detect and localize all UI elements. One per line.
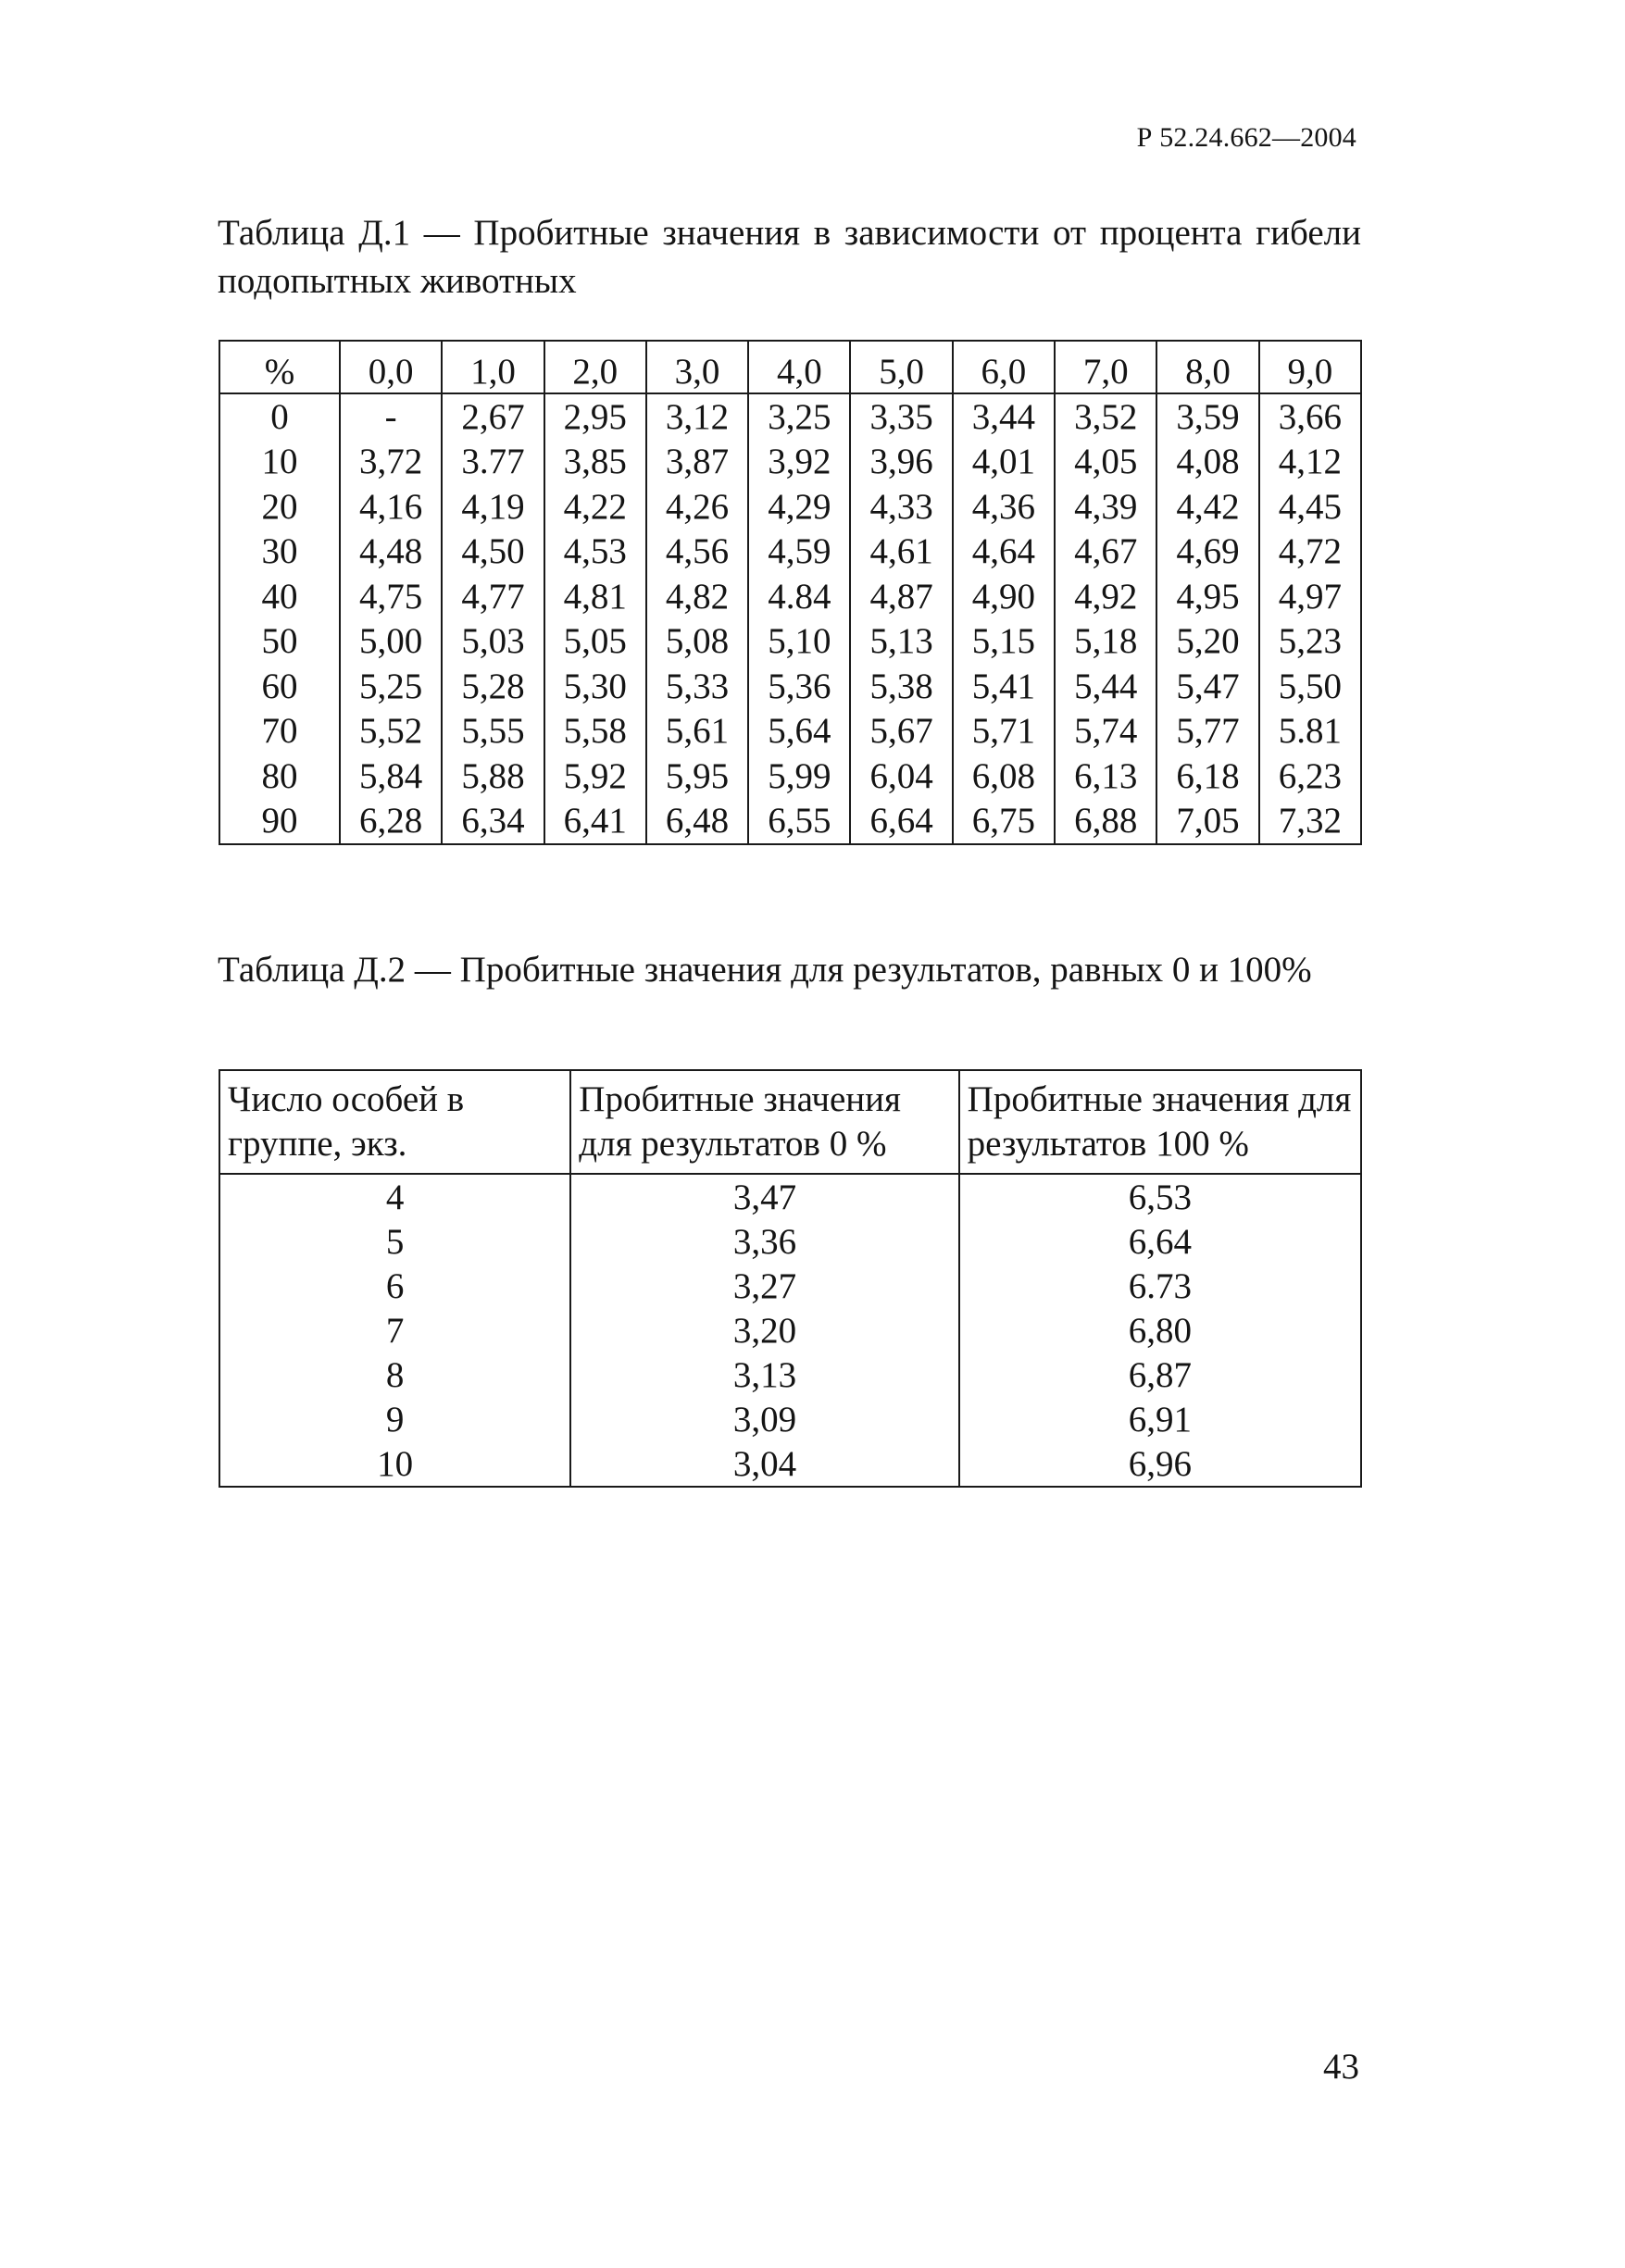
probit-value: 5,08 [646,619,748,665]
probit-value: 4,53 [544,530,646,575]
table-row [219,709,1361,754]
probit-value: 3,87 [646,440,748,485]
probit-value: 4,42 [1156,484,1258,530]
probit-value: 4,64 [953,530,1055,575]
header-decimal: 7,0 [1055,341,1156,393]
probit-value: 3,96 [850,440,952,485]
probit-value: 5,30 [544,664,646,709]
probit-value: 3,72 [340,440,442,485]
probit-value: 3,35 [850,393,952,440]
probit-value: 4,16 [340,484,442,530]
table-row [219,530,1361,575]
probit-value: 5,71 [953,709,1055,754]
probit-value: 5,74 [1055,709,1156,754]
table1-caption: Таблица Д.1 — Пробитные значения в зависимости от процента гибели подопытных животных [218,213,1361,301]
row-percent: 10 [219,440,340,485]
probit-value: 4,56 [646,530,748,575]
probit-value: 5,20 [1156,619,1258,665]
probit-table [219,340,1362,845]
probit-table-header-row [219,341,1361,393]
table-row [219,1352,1361,1397]
header-decimal: 2,0 [544,341,646,393]
probit-value: 5,55 [442,709,544,754]
probit-value: 5,28 [442,664,544,709]
header-decimal: 4,0 [748,341,850,393]
probit-value: 3.77 [442,440,544,485]
probit-value: 5,44 [1055,664,1156,709]
row-percent: 50 [219,619,340,665]
probit-value: 5,64 [748,709,850,754]
table-row [219,1441,1361,1487]
header-probit-zero: Пробитные значения для результатов 0 % [570,1070,958,1174]
probit-value: 5,03 [442,619,544,665]
row-percent: 80 [219,754,340,799]
probit-value: 4,61 [850,530,952,575]
probit-value: 6,28 [340,799,442,845]
row-percent: 90 [219,799,340,845]
table-row [219,664,1361,709]
probit-value: 5,36 [748,664,850,709]
probit-value: 5,84 [340,754,442,799]
probit-zero-value: 3,13 [570,1352,958,1397]
probit-value: 5,58 [544,709,646,754]
table-row [219,1174,1361,1219]
probit-value: 4,90 [953,574,1055,619]
probit-value: 2,95 [544,393,646,440]
probit-value: 5,18 [1055,619,1156,665]
probit-value: 4,39 [1055,484,1156,530]
probit-hundred-value: 6,91 [959,1397,1361,1441]
probit-value: 3,66 [1259,393,1361,440]
probit-value: 5,50 [1259,664,1361,709]
group-size-value: 9 [219,1397,570,1441]
probit-value: 4,22 [544,484,646,530]
probit-value: 6,08 [953,754,1055,799]
probit-value: 5.81 [1259,709,1361,754]
probit-value: 4,92 [1055,574,1156,619]
probit-value: 6,75 [953,799,1055,845]
group-size-value: 8 [219,1352,570,1397]
probit-hundred-value: 6,96 [959,1441,1361,1487]
probit-value: 3,25 [748,393,850,440]
probit-value: 4,59 [748,530,850,575]
probit-value: 6,18 [1156,754,1258,799]
table-row [219,440,1361,485]
probit-hundred-value: 6,64 [959,1219,1361,1264]
header-decimal: 8,0 [1156,341,1258,393]
probit-value: 5,67 [850,709,952,754]
probit-table-body [219,393,1361,844]
probit-zero-value: 3,27 [570,1264,958,1308]
probit-hundred-value: 6,53 [959,1174,1361,1219]
probit-value: 4,08 [1156,440,1258,485]
header-decimal: 1,0 [442,341,544,393]
probit-zero-value: 3,47 [570,1174,958,1219]
probit-value: 5,99 [748,754,850,799]
probit-value: 5,95 [646,754,748,799]
probit-value: 5,00 [340,619,442,665]
table-row [219,1308,1361,1352]
probit-value: 3,52 [1055,393,1156,440]
probit-value: 4,87 [850,574,952,619]
probit-value: 5,23 [1259,619,1361,665]
probit-value: 4,82 [646,574,748,619]
probit-value: 5,52 [340,709,442,754]
table2-caption: Таблица Д.2 — Пробитные значения для результатов, равных 0 и 100% [218,950,1312,990]
probit-value: 6,55 [748,799,850,845]
header-decimal: 6,0 [953,341,1055,393]
header-group-size: Число особей в группе, экз. [219,1070,570,1174]
probit-value: 4,01 [953,440,1055,485]
table-row [219,619,1361,665]
probit-value: 5,88 [442,754,544,799]
extremes-table-header-row [219,1070,1361,1174]
probit-hundred-value: 6,87 [959,1352,1361,1397]
probit-value: 5,41 [953,664,1055,709]
header-decimal: 5,0 [850,341,952,393]
table-row [219,1264,1361,1308]
probit-value: 4,05 [1055,440,1156,485]
extremes-table [219,1069,1362,1488]
row-percent: 20 [219,484,340,530]
table-row [219,1397,1361,1441]
table-row [219,754,1361,799]
probit-value: 4,19 [442,484,544,530]
probit-value: 4,33 [850,484,952,530]
probit-hundred-value: 6,80 [959,1308,1361,1352]
header-probit-hundred: Пробитные значения для результатов 100 % [959,1070,1361,1174]
header-percent: % [219,341,340,393]
table-row [219,1219,1361,1264]
probit-value: 5,47 [1156,664,1258,709]
probit-hundred-value: 6.73 [959,1264,1361,1308]
table-row [219,799,1361,845]
group-size-value: 5 [219,1219,570,1264]
probit-value: 3,59 [1156,393,1258,440]
probit-value: 6,64 [850,799,952,845]
group-size-value: 6 [219,1264,570,1308]
probit-value: 6,34 [442,799,544,845]
page-number: 43 [1323,2047,1359,2087]
probit-value: 4,45 [1259,484,1361,530]
probit-value: 4,81 [544,574,646,619]
probit-value: 4,50 [442,530,544,575]
probit-value: 5,10 [748,619,850,665]
probit-value: 7,32 [1259,799,1361,845]
probit-value: 6,23 [1259,754,1361,799]
probit-value: 3,44 [953,393,1055,440]
header-decimal: 3,0 [646,341,748,393]
probit-value: 4,67 [1055,530,1156,575]
probit-zero-value: 3,04 [570,1441,958,1487]
probit-value: 5,15 [953,619,1055,665]
probit-value: 4,97 [1259,574,1361,619]
probit-value: 5,92 [544,754,646,799]
probit-value: 5,25 [340,664,442,709]
probit-value: - [340,393,442,440]
table-row [219,393,1361,440]
probit-value: 6,48 [646,799,748,845]
probit-value: 4,95 [1156,574,1258,619]
document-number: Р 52.24.662—2004 [1136,122,1356,153]
probit-value: 5,61 [646,709,748,754]
group-size-value: 4 [219,1174,570,1219]
probit-value: 5,13 [850,619,952,665]
probit-zero-value: 3,20 [570,1308,958,1352]
row-percent: 60 [219,664,340,709]
probit-value: 3,85 [544,440,646,485]
probit-value: 4,75 [340,574,442,619]
row-percent: 0 [219,393,340,440]
probit-value: 6,04 [850,754,952,799]
extremes-table-body [219,1174,1361,1487]
row-percent: 70 [219,709,340,754]
probit-value: 7,05 [1156,799,1258,845]
probit-value: 5,05 [544,619,646,665]
table-row [219,484,1361,530]
group-size-value: 10 [219,1441,570,1487]
table-row [219,574,1361,619]
probit-value: 3,12 [646,393,748,440]
probit-value: 4,48 [340,530,442,575]
probit-value: 5,77 [1156,709,1258,754]
header-decimal: 0,0 [340,341,442,393]
row-percent: 30 [219,530,340,575]
probit-zero-value: 3,09 [570,1397,958,1441]
row-percent: 40 [219,574,340,619]
probit-value: 4,69 [1156,530,1258,575]
probit-value: 4,29 [748,484,850,530]
probit-value: 4,77 [442,574,544,619]
probit-value: 6,13 [1055,754,1156,799]
probit-value: 4.84 [748,574,850,619]
header-decimal: 9,0 [1259,341,1361,393]
probit-value: 4,12 [1259,440,1361,485]
probit-value: 2,67 [442,393,544,440]
group-size-value: 7 [219,1308,570,1352]
probit-value: 5,33 [646,664,748,709]
probit-value: 4,72 [1259,530,1361,575]
probit-value: 4,36 [953,484,1055,530]
probit-value: 3,92 [748,440,850,485]
probit-value: 4,26 [646,484,748,530]
probit-value: 5,38 [850,664,952,709]
probit-value: 6,88 [1055,799,1156,845]
probit-zero-value: 3,36 [570,1219,958,1264]
probit-value: 6,41 [544,799,646,845]
